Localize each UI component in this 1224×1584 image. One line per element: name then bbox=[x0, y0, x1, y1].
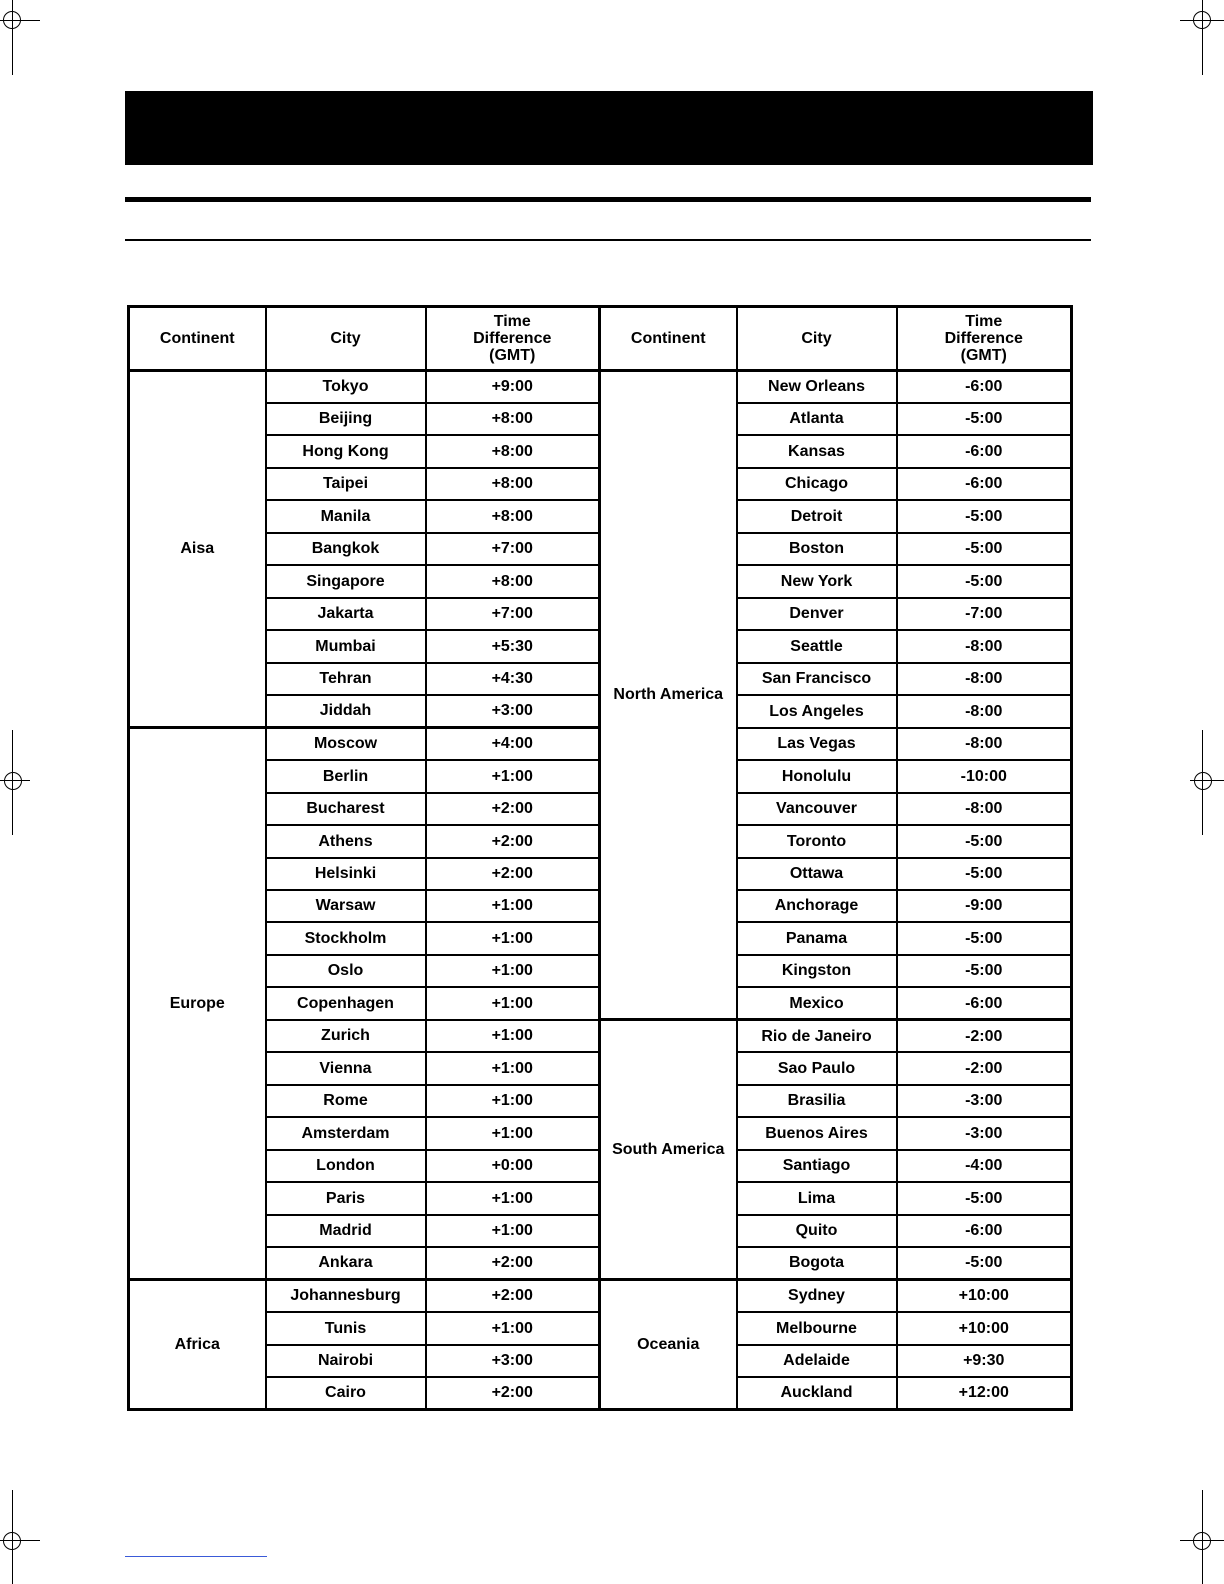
city-cell: London bbox=[266, 1150, 426, 1182]
time-difference-cell: +10:00 bbox=[897, 1312, 1072, 1344]
time-difference-cell: -10:00 bbox=[897, 760, 1072, 792]
city-cell: Kingston bbox=[737, 955, 897, 987]
time-difference-cell: +4:30 bbox=[426, 663, 600, 695]
city-cell: Tunis bbox=[266, 1312, 426, 1344]
city-cell: Bangkok bbox=[266, 533, 426, 565]
header-gmt-line: (GMT) bbox=[489, 347, 536, 364]
city-cell: New Orleans bbox=[737, 371, 897, 403]
city-cell: Bucharest bbox=[266, 793, 426, 825]
city-cell: Nairobi bbox=[266, 1345, 426, 1377]
city-cell: Zurich bbox=[266, 1020, 426, 1052]
city-cell: Manila bbox=[266, 500, 426, 532]
city-cell: Amsterdam bbox=[266, 1117, 426, 1149]
time-difference-cell: +5:30 bbox=[426, 630, 600, 662]
city-cell: Helsinki bbox=[266, 858, 426, 890]
time-difference-cell: +1:00 bbox=[426, 987, 600, 1019]
city-cell: Panama bbox=[737, 922, 897, 954]
time-difference-cell: +1:00 bbox=[426, 1312, 600, 1344]
time-difference-cell: -5:00 bbox=[897, 922, 1072, 954]
city-cell: Buenos Aires bbox=[737, 1117, 897, 1149]
continent-cell-europe: Europe bbox=[129, 728, 266, 1280]
city-cell: Toronto bbox=[737, 825, 897, 857]
time-difference-cell: +1:00 bbox=[426, 1085, 600, 1117]
time-difference-cell: -6:00 bbox=[897, 987, 1072, 1019]
city-cell: Singapore bbox=[266, 565, 426, 597]
time-difference-cell: -4:00 bbox=[897, 1150, 1072, 1182]
time-difference-cell: +2:00 bbox=[426, 793, 600, 825]
header-gmt-line: (GMT) bbox=[960, 347, 1007, 364]
city-cell: Warsaw bbox=[266, 890, 426, 922]
time-difference-cell: -6:00 bbox=[897, 371, 1072, 403]
city-cell: Copenhagen bbox=[266, 987, 426, 1019]
city-cell: Moscow bbox=[266, 728, 426, 760]
city-cell: Quito bbox=[737, 1215, 897, 1247]
header-time-line: Time bbox=[965, 313, 1003, 330]
city-cell: Sydney bbox=[737, 1280, 897, 1312]
city-cell: Tokyo bbox=[266, 371, 426, 403]
time-difference-cell: -8:00 bbox=[897, 793, 1072, 825]
time-difference-cell: +3:00 bbox=[426, 1345, 600, 1377]
city-cell: Melbourne bbox=[737, 1312, 897, 1344]
city-cell: Oslo bbox=[266, 955, 426, 987]
time-difference-cell: -2:00 bbox=[897, 1020, 1072, 1052]
table-header-row bbox=[129, 307, 1072, 371]
city-cell: Stockholm bbox=[266, 922, 426, 954]
time-difference-cell: +2:00 bbox=[426, 1280, 600, 1312]
header-city-right: City bbox=[737, 307, 897, 371]
city-cell: Mexico bbox=[737, 987, 897, 1019]
time-difference-cell: -7:00 bbox=[897, 598, 1072, 630]
time-difference-cell: -9:00 bbox=[897, 890, 1072, 922]
time-difference-cell: +1:00 bbox=[426, 1215, 600, 1247]
city-cell: Tehran bbox=[266, 663, 426, 695]
time-difference-cell: -8:00 bbox=[897, 630, 1072, 662]
time-difference-cell: -5:00 bbox=[897, 955, 1072, 987]
continent-cell-north-america: North America bbox=[600, 371, 737, 1020]
city-cell: Honolulu bbox=[737, 760, 897, 792]
time-difference-cell: +2:00 bbox=[426, 1247, 600, 1279]
city-cell: Jiddah bbox=[266, 695, 426, 727]
section-rule-thin bbox=[125, 239, 1091, 241]
time-difference-cell: +8:00 bbox=[426, 403, 600, 435]
city-cell: Bogota bbox=[737, 1247, 897, 1279]
time-difference-cell: -5:00 bbox=[897, 500, 1072, 532]
city-cell: Berlin bbox=[266, 760, 426, 792]
city-cell: Jakarta bbox=[266, 598, 426, 630]
city-cell: Las Vegas bbox=[737, 728, 897, 760]
time-difference-cell: +3:00 bbox=[426, 695, 600, 727]
time-difference-cell: -6:00 bbox=[897, 468, 1072, 500]
time-difference-cell: +1:00 bbox=[426, 1020, 600, 1052]
city-cell: Los Angeles bbox=[737, 695, 897, 727]
header-city-left: City bbox=[266, 307, 426, 371]
time-difference-cell: +1:00 bbox=[426, 760, 600, 792]
city-cell: Athens bbox=[266, 825, 426, 857]
city-cell: Taipei bbox=[266, 468, 426, 500]
city-cell: Adelaide bbox=[737, 1345, 897, 1377]
time-difference-cell: +4:00 bbox=[426, 728, 600, 760]
continent-cell-africa: Africa bbox=[129, 1280, 266, 1410]
time-difference-cell: +8:00 bbox=[426, 435, 600, 467]
time-difference-cell: +1:00 bbox=[426, 1182, 600, 1214]
city-cell: Rome bbox=[266, 1085, 426, 1117]
city-cell: Boston bbox=[737, 533, 897, 565]
continent-cell-aisa: Aisa bbox=[129, 371, 266, 728]
city-cell: Hong Kong bbox=[266, 435, 426, 467]
header-difference-line: Difference bbox=[473, 330, 552, 347]
time-difference-cell: +2:00 bbox=[426, 858, 600, 890]
time-difference-cell: -8:00 bbox=[897, 663, 1072, 695]
city-cell: Santiago bbox=[737, 1150, 897, 1182]
time-difference-cell: +8:00 bbox=[426, 565, 600, 597]
time-difference-cell: -6:00 bbox=[897, 435, 1072, 467]
footer-link-line bbox=[125, 1556, 267, 1557]
time-difference-cell: -5:00 bbox=[897, 565, 1072, 597]
time-difference-cell: -8:00 bbox=[897, 695, 1072, 727]
time-difference-cell: +12:00 bbox=[897, 1377, 1072, 1409]
time-difference-cell: +10:00 bbox=[897, 1280, 1072, 1312]
continent-cell-south-america: South America bbox=[600, 1020, 737, 1280]
time-difference-cell: +2:00 bbox=[426, 825, 600, 857]
city-cell: Madrid bbox=[266, 1215, 426, 1247]
city-cell: Johannesburg bbox=[266, 1280, 426, 1312]
time-difference-cell: -5:00 bbox=[897, 1247, 1072, 1279]
table-row bbox=[129, 371, 1072, 403]
time-difference-table bbox=[127, 305, 1073, 1411]
time-difference-cell: -5:00 bbox=[897, 1182, 1072, 1214]
time-difference-cell: -3:00 bbox=[897, 1117, 1072, 1149]
time-difference-cell: +1:00 bbox=[426, 922, 600, 954]
time-difference-cell: -5:00 bbox=[897, 825, 1072, 857]
time-difference-cell: +7:00 bbox=[426, 533, 600, 565]
city-cell: Paris bbox=[266, 1182, 426, 1214]
city-cell: Ottawa bbox=[737, 858, 897, 890]
time-difference-cell: -2:00 bbox=[897, 1052, 1072, 1084]
city-cell: Beijing bbox=[266, 403, 426, 435]
header-continent-right: Continent bbox=[600, 307, 737, 371]
city-cell: Vienna bbox=[266, 1052, 426, 1084]
city-cell: San Francisco bbox=[737, 663, 897, 695]
city-cell: Denver bbox=[737, 598, 897, 630]
time-difference-cell: +7:00 bbox=[426, 598, 600, 630]
city-cell: Brasilia bbox=[737, 1085, 897, 1117]
city-cell: Atlanta bbox=[737, 403, 897, 435]
time-difference-cell: -5:00 bbox=[897, 533, 1072, 565]
section-rule-thick bbox=[125, 197, 1091, 202]
table-row bbox=[129, 1280, 1072, 1312]
continent-cell-oceania: Oceania bbox=[600, 1280, 737, 1410]
time-difference-cell: -6:00 bbox=[897, 1215, 1072, 1247]
time-difference-cell: +9:00 bbox=[426, 371, 600, 403]
header-difference-line: Difference bbox=[944, 330, 1023, 347]
time-difference-cell: +0:00 bbox=[426, 1150, 600, 1182]
city-cell: Ankara bbox=[266, 1247, 426, 1279]
header-time-line: Time bbox=[493, 313, 531, 330]
header-time-difference-left bbox=[426, 307, 600, 371]
city-cell: Anchorage bbox=[737, 890, 897, 922]
time-difference-cell: -8:00 bbox=[897, 728, 1072, 760]
header-continent-left: Continent bbox=[129, 307, 266, 371]
city-cell: Chicago bbox=[737, 468, 897, 500]
time-difference-cell: +1:00 bbox=[426, 1052, 600, 1084]
city-cell: Detroit bbox=[737, 500, 897, 532]
city-cell: Auckland bbox=[737, 1377, 897, 1409]
time-difference-cell: -5:00 bbox=[897, 403, 1072, 435]
time-difference-cell: +1:00 bbox=[426, 890, 600, 922]
time-difference-cell: +1:00 bbox=[426, 1117, 600, 1149]
page-header-bar bbox=[125, 91, 1093, 165]
city-cell: New York bbox=[737, 565, 897, 597]
time-difference-cell: -5:00 bbox=[897, 858, 1072, 890]
header-time-difference-right bbox=[897, 307, 1072, 371]
city-cell: Lima bbox=[737, 1182, 897, 1214]
table-row bbox=[129, 1020, 1072, 1052]
city-cell: Cairo bbox=[266, 1377, 426, 1409]
time-difference-cell: +2:00 bbox=[426, 1377, 600, 1409]
city-cell: Sao Paulo bbox=[737, 1052, 897, 1084]
city-cell: Kansas bbox=[737, 435, 897, 467]
time-difference-cell: +8:00 bbox=[426, 468, 600, 500]
city-cell: Mumbai bbox=[266, 630, 426, 662]
city-cell: Vancouver bbox=[737, 793, 897, 825]
city-cell: Rio de Janeiro bbox=[737, 1020, 897, 1052]
time-difference-cell: +1:00 bbox=[426, 955, 600, 987]
time-difference-cell: +8:00 bbox=[426, 500, 600, 532]
time-difference-cell: -3:00 bbox=[897, 1085, 1072, 1117]
time-difference-cell: +9:30 bbox=[897, 1345, 1072, 1377]
city-cell: Seattle bbox=[737, 630, 897, 662]
